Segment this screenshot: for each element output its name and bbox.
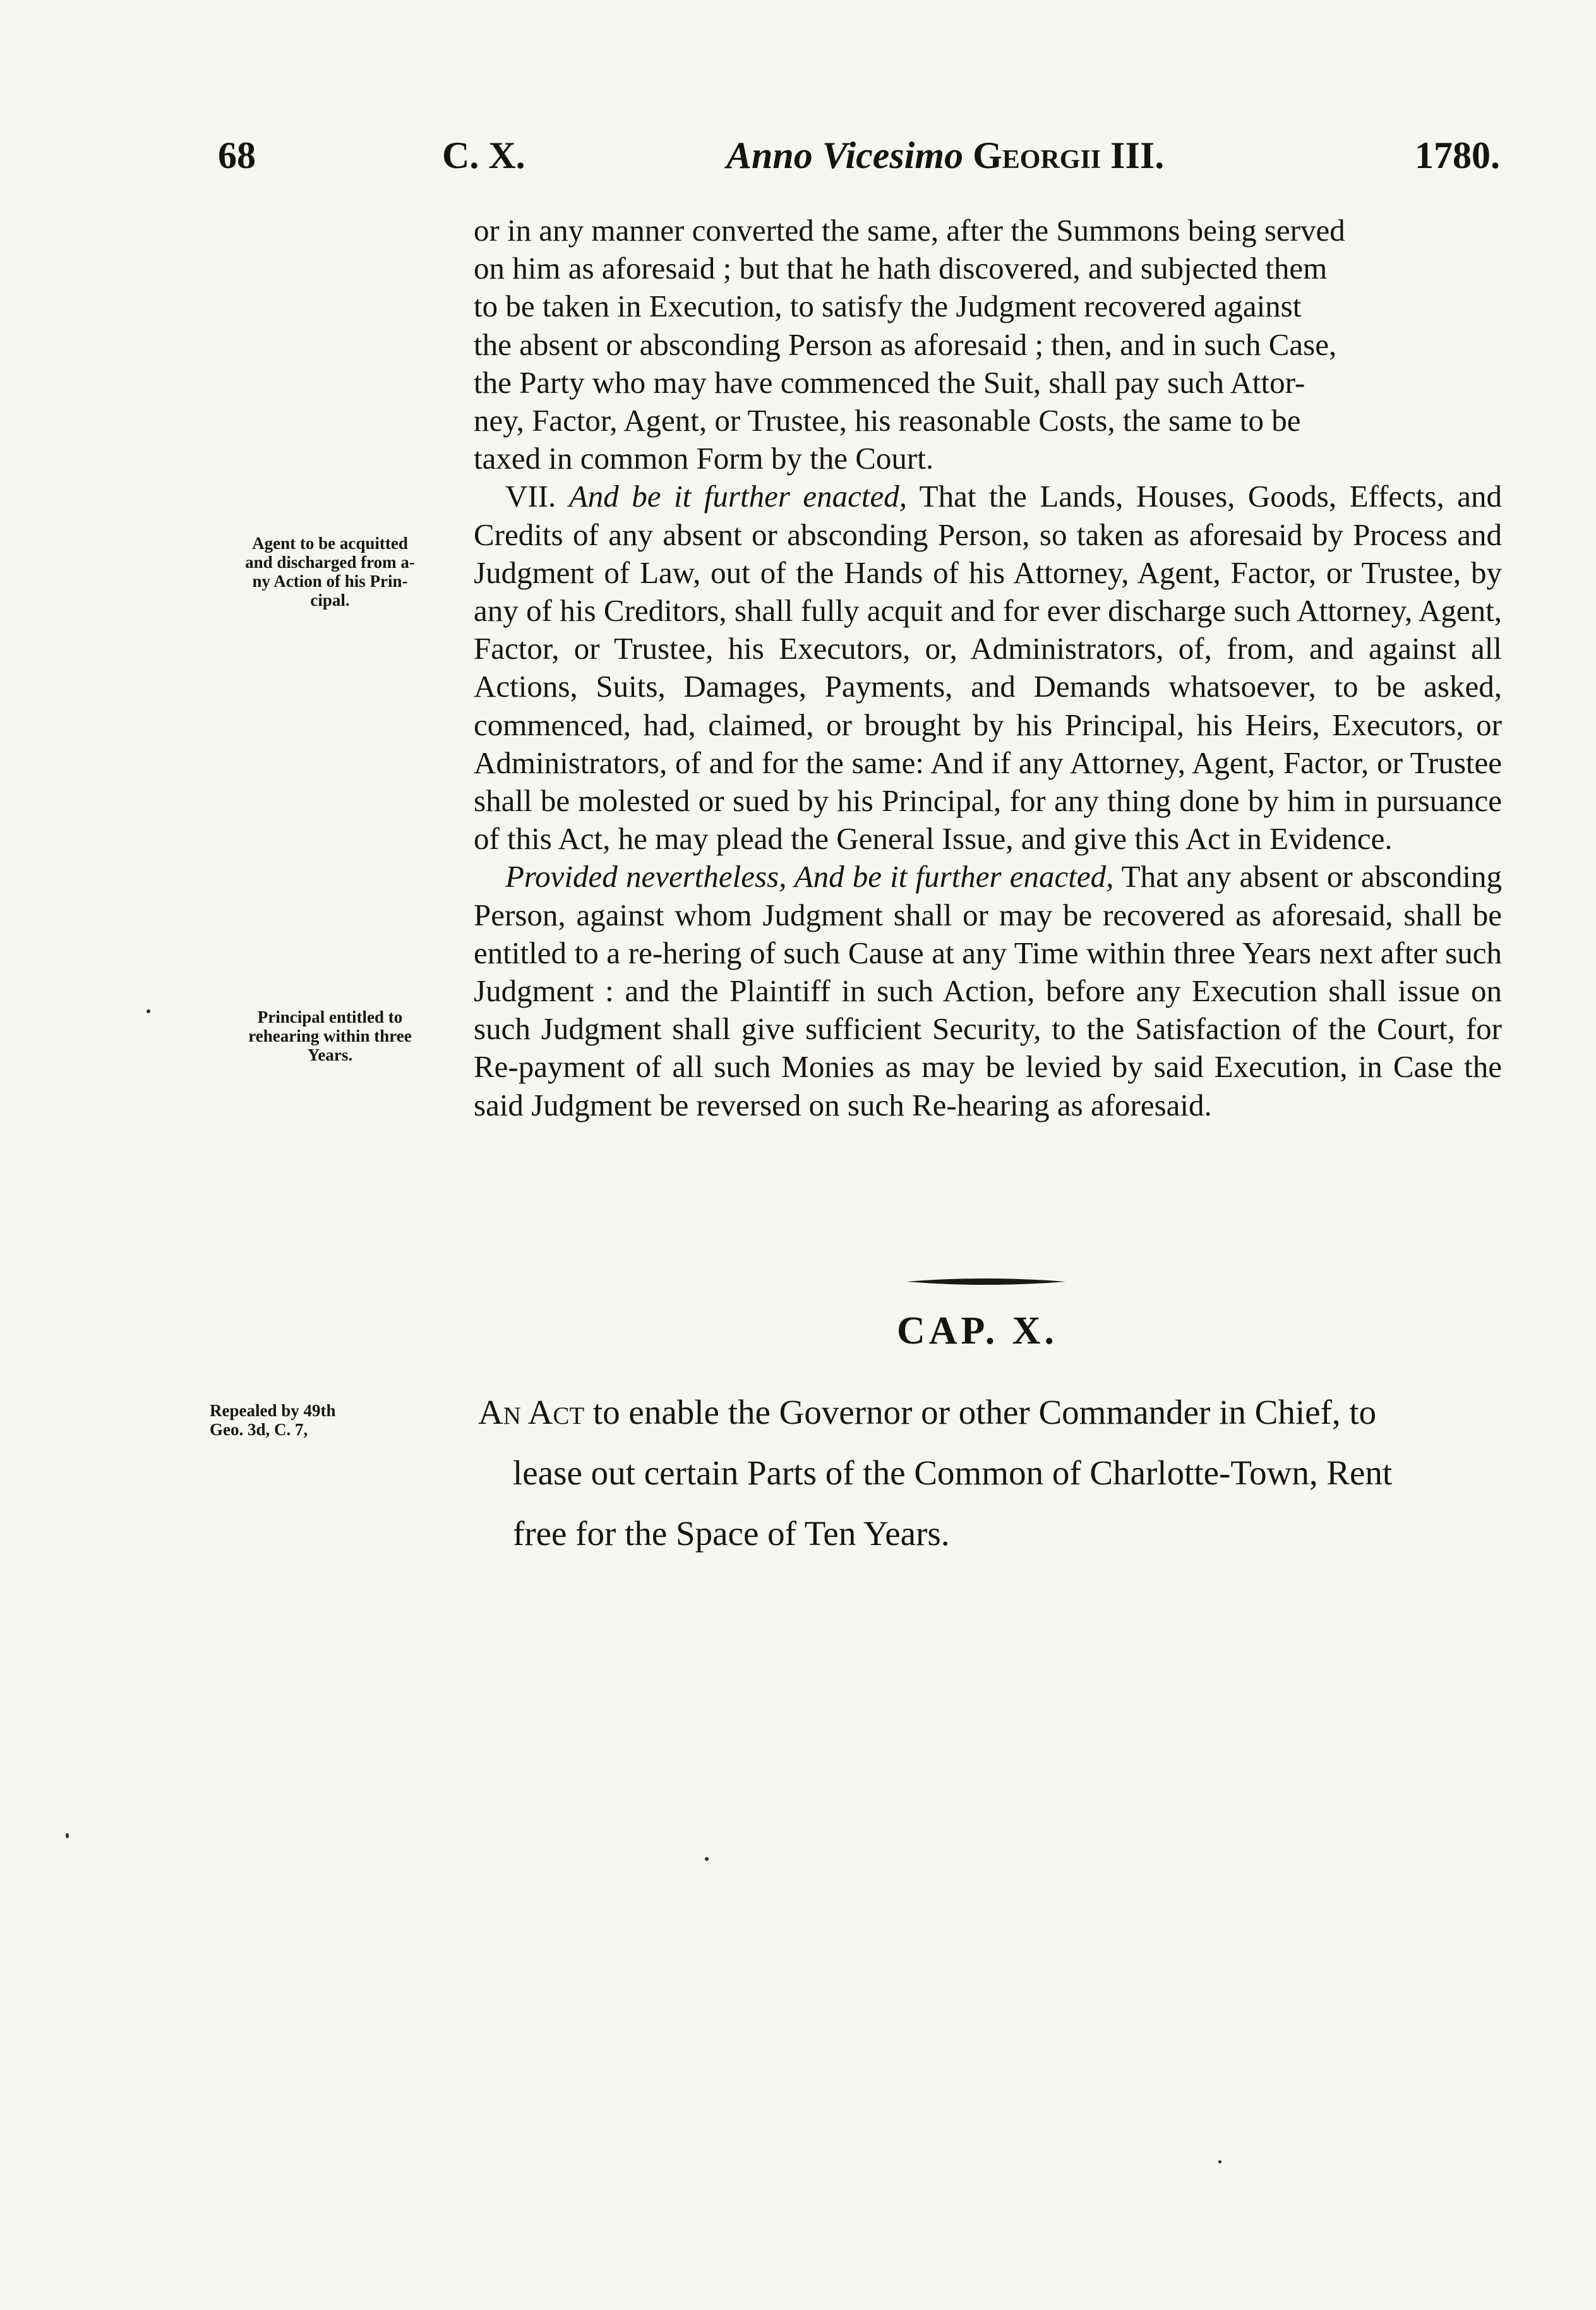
text-line: to be taken in Execution, to satisfy the Judgment recovered against — [474, 289, 1302, 324]
act-title-line: free for the Space of Ten Years. — [513, 1514, 950, 1553]
section-text: That the Lands, Houses, Goods, Effects, and Credits of any absent or absconding Person, so taken as aforesaid by Process and Judgment of Law, out of the Hands of his Attorney, Agent, Factor, or Trustee, by any of his Creditors, shall fully acquit and for ever discharge such Attorney, Agent, Factor, or Trustee, his Executors, or, Administrators, of, from, and against all Actions, Suits, Damages, Payments, and Demands whatsoever, to be asked, commenced, had, claimed, or brought by his Principal, his Heirs, Executors, or Administrators, of and for the same: And if any Attorney, Agent, Factor, or Trustee shall be molested or sued by his Principal, for any thing done by him in pursuance of this Act, he may plead the General Issue, and give this Act in Evidence. — [474, 479, 1502, 857]
act-title-first-line — [478, 1393, 1376, 1431]
continued-paragraph — [474, 212, 1502, 478]
scan-speck — [705, 1857, 709, 1861]
margin-note-line: rehearing within three — [248, 1026, 412, 1045]
margin-note-line: and discharged from a- — [245, 553, 415, 572]
running-title-regnal: III. — [1110, 135, 1165, 176]
text-line: ney, Factor, Agent, or Trustee, his reasonable Costs, the same to be — [474, 403, 1301, 438]
margin-note-repealed — [210, 1401, 462, 1439]
margin-note-line: ny Action of his Prin- — [252, 572, 408, 591]
proviso-paragraph — [474, 858, 1502, 1124]
scan-speck — [1218, 2160, 1221, 2163]
section-divider-rule — [906, 1277, 1065, 1286]
chapter-heading: CAP. X. — [897, 1309, 1059, 1352]
body-text — [474, 212, 1502, 1124]
text-line: the absent or absconding Person as aforesaid ; then, and in such Case, — [474, 327, 1337, 362]
act-title-line: to enable the Governor or other Commander in Chief, to — [592, 1393, 1377, 1431]
text-line: or in any manner converted the same, after the Summons being served — [474, 213, 1345, 248]
section-number: VII. — [505, 479, 556, 514]
proviso-text: That any absent or absconding Person, against whom Judgment shall or may be recovered as aforesaid, shall be entitled to a re-hering of such Cause at any Time within three Years next after such Judgment : and the Plaintiff in such Action, before any Execution shall issue on such Judgment shall give sufficient Security, to the Satisfaction of the Court, for Re-payment of all such Monies as may be levied by said Execution, in Case the said Judgment be reversed on such Re-hearing as aforesaid. — [474, 859, 1503, 1122]
page-number: 68 — [218, 135, 256, 176]
margin-note-line: Years. — [307, 1045, 353, 1064]
margin-note-line: cipal. — [310, 591, 350, 610]
running-chapter: C. X. — [442, 135, 525, 176]
margin-note-line: Repealed by 49th — [210, 1401, 336, 1420]
running-title-caps: Georgii — [973, 135, 1101, 176]
text-line: on him as aforesaid ; but that he hath discovered, and subjected them — [474, 251, 1328, 286]
proviso-lead: Provided nevertheless, And be it further enacted, — [505, 859, 1114, 894]
margin-note-line: Geo. 3d, C. 7, — [210, 1420, 308, 1439]
section-lead: And be it further enacted, — [568, 479, 908, 514]
running-year: 1780. — [1415, 135, 1500, 176]
act-title-line: lease out certain Parts of the Common of Charlotte-Town, Rent — [513, 1453, 1393, 1492]
section-vii — [474, 478, 1502, 858]
scan-speck — [147, 1009, 150, 1013]
margin-note-line: Principal entitled to — [257, 1008, 403, 1026]
act-title — [478, 1382, 1501, 1564]
running-title-italic: Anno Vicesimo — [726, 135, 964, 176]
margin-note-agent-acquitted — [205, 534, 455, 610]
text-line: the Party who may have commenced the Suit, shall pay such Attor- — [474, 364, 1305, 400]
scan-speck — [66, 1833, 69, 1838]
act-title-lead: An Act — [478, 1393, 585, 1431]
running-title — [726, 134, 1164, 178]
margin-note-line: Agent to be acquitted — [252, 534, 408, 553]
text-line: taxed in common Form by the Court. — [474, 441, 934, 476]
margin-note-rehearing — [205, 1008, 455, 1064]
